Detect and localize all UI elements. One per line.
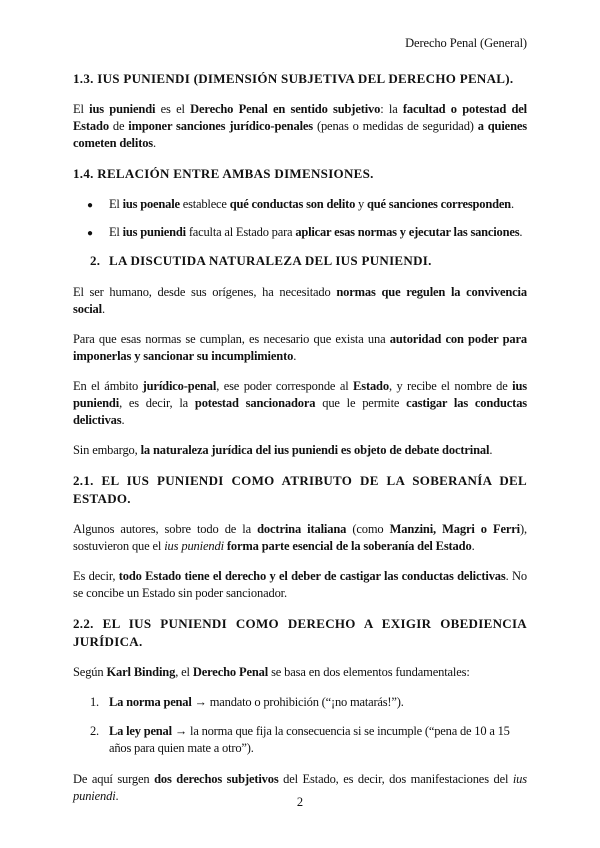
paragraph: El ser humano, desde sus orígenes, ha necesitado normas que regulen la convivencia social. bbox=[73, 285, 527, 316]
paragraph: De aquí surgen dos derechos subjetivos del Estado, es decir, dos manifestaciones del ius puniendi. bbox=[73, 772, 527, 803]
list-item: ● El ius poenale establece qué conductas son delito y qué sanciones corresponden. bbox=[73, 196, 527, 213]
paragraph-ius-puniendi-definition: El ius puniendi es el Derecho Penal en sentido subjetivo: la facultad o potestad del Estado de imponer sanciones jurídico-penales (penas o medidas de seguridad) a quienes cometen delitos. bbox=[73, 102, 527, 150]
paragraph: En el ámbito jurídico-penal, ese poder corresponde al Estado, y recibe el nombre de ius puniendi, es decir, la potestad sancionadora que le permite castigar las conductas delictivas. bbox=[73, 379, 528, 427]
paragraph: Algunos autores, sobre todo de la doctrina italiana (como Manzini, Magri o Ferri), sostuvieron que el ius puniendi forma parte esencial de la soberanía del Estado. bbox=[73, 522, 527, 553]
numbered-list bbox=[73, 694, 527, 757]
bullet-list bbox=[73, 196, 527, 241]
bullet-icon: ● bbox=[87, 228, 93, 239]
section-heading-2-1: 2.1. EL IUS PUNIENDI COMO ATRIBUTO DE LA SOBERANÍA DEL ESTADO. bbox=[73, 473, 527, 506]
section-heading-2-2: 2.2. EL IUS PUNIENDI COMO DERECHO A EXIGIR OBEDIENCIA JURÍDICA. bbox=[73, 616, 527, 649]
list-item: 1. La norma penal → mandato o prohibición (“¡no matarás!”). bbox=[90, 695, 404, 709]
section-heading-1-3: 1.3. IUS PUNIENDI (DIMENSIÓN SUBJETIVA DEL DERECHO PENAL). bbox=[73, 71, 514, 86]
bullet-icon: ● bbox=[87, 200, 93, 211]
page-number: 2 bbox=[296, 795, 304, 809]
paragraph: Sin embargo, la naturaleza jurídica del ius puniendi es objeto de debate doctrinal. bbox=[73, 443, 493, 457]
document-body bbox=[73, 70, 527, 818]
list-item: ● El ius puniendi faculta al Estado para aplicar esas normas y ejecutar las sanciones. bbox=[73, 224, 527, 241]
paragraph: Según Karl Binding, el Derecho Penal se basa en dos elementos fundamentales: bbox=[73, 665, 470, 679]
paragraph: Para que esas normas se cumplan, es necesario que exista una autoridad con poder para imponerlas y sancionar su incumplimiento. bbox=[73, 332, 528, 363]
page-header: Derecho Penal (General) bbox=[405, 36, 527, 50]
paragraph: Es decir, todo Estado tiene el derecho y el deber de castigar las conductas delictivas. No se concibe un Estado sin poder sancionador. bbox=[73, 569, 527, 600]
section-heading-2: 2. LA DISCUTIDA NATURALEZA DEL IUS PUNIENDI. bbox=[90, 253, 432, 268]
list-item: 2. La ley penal → la norma que fija la consecuencia si se incumple (“pena de 10 a 15 años para quien mate a otro”). bbox=[90, 724, 510, 755]
section-heading-1-4: 1.4. RELACIÓN ENTRE AMBAS DIMENSIONES. bbox=[73, 166, 374, 181]
